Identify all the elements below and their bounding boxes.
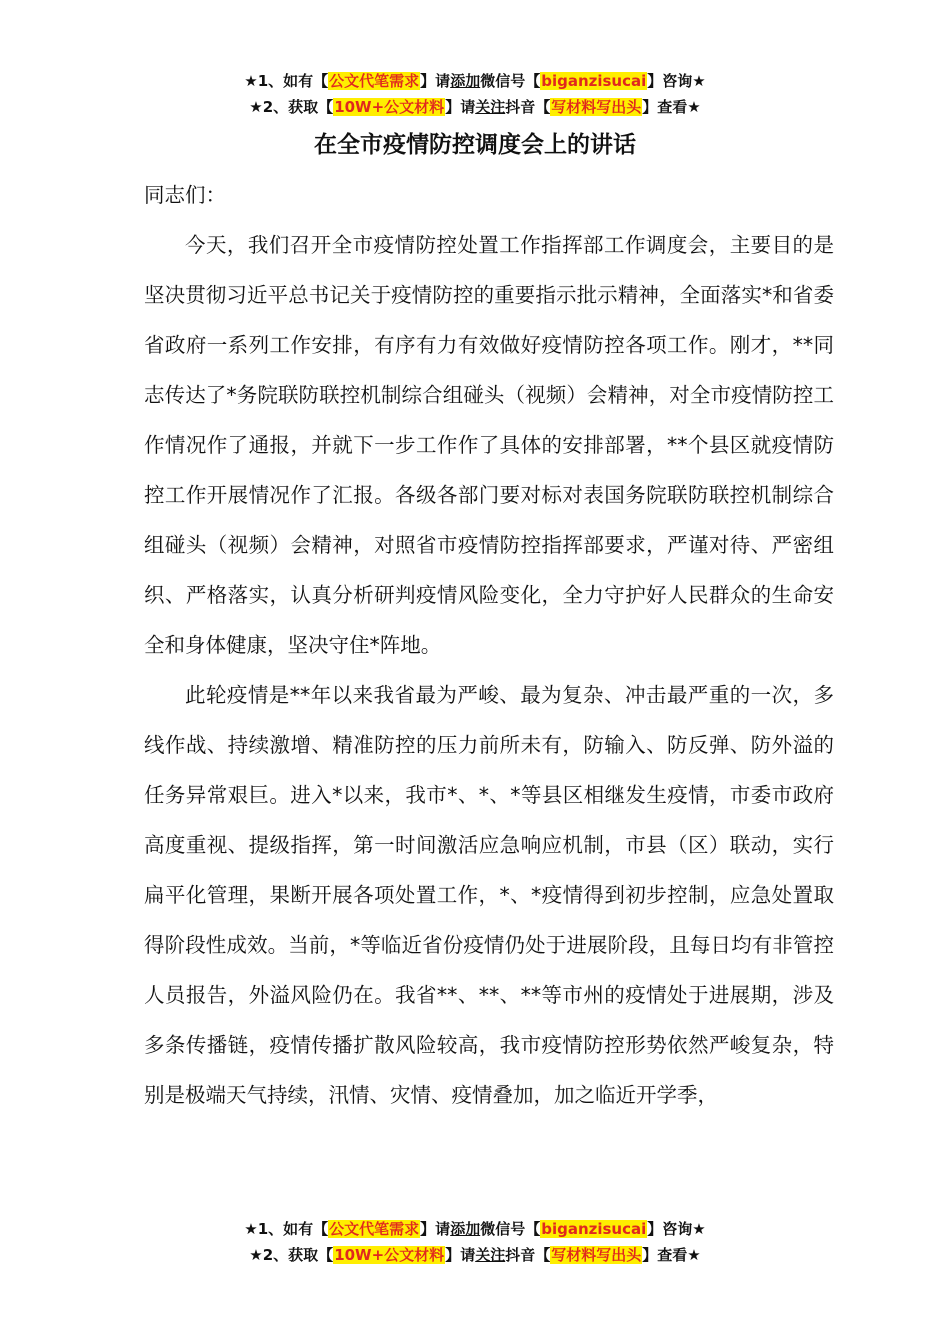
banner-text: 】咨询★ xyxy=(647,1220,706,1238)
banner-text: 】咨询★ xyxy=(647,72,706,90)
banner-highlight: 10W+公文材料 xyxy=(334,1246,445,1264)
banner-underlined-text: 关注 xyxy=(475,98,506,116)
banner-highlight: 写材料写出头 xyxy=(551,1246,642,1264)
banner-highlight: biganzisucai xyxy=(541,1220,647,1238)
banner-text: 】查看★ xyxy=(642,1246,701,1264)
banner-highlight: 公文代笔需求 xyxy=(329,72,420,90)
header-banner xyxy=(0,68,950,120)
banner-highlight: biganzisucai xyxy=(541,72,647,90)
banner-text: ★2、获取【 xyxy=(249,98,334,116)
footer-banner-line-2 xyxy=(0,1242,950,1268)
banner-text: ★2、获取【 xyxy=(249,1246,334,1264)
banner-text: 】请 xyxy=(445,98,476,116)
banner-text: ★1、如有【 xyxy=(244,72,329,90)
banner-text: 微信号【 xyxy=(480,72,541,90)
header-banner-line-1 xyxy=(0,68,950,94)
banner-underlined-text: 添加 xyxy=(450,72,481,90)
banner-text: 】请 xyxy=(420,72,451,90)
banner-text: 抖音【 xyxy=(505,1246,551,1264)
body-paragraph: 今天，我们召开全市疫情防控处置工作指挥部工作调度会，主要目的是坚决贯彻习近平总书记关于疫情防控的重要指示批示精神，全面落实*和省委省政府一系列工作安排，有序有力有效做好疫情防控各项工作。刚才，**同志传达了*务院联防联控机制综合组碰头（视频）会精神，对全市疫情防控工作情况作了通报，并就下一步工作作了具体的安排部署，**个县区就疫情防控工作开展情况作了汇报。各级各部门要对标对表国务院联防联控机制综合组碰头（视频）会精神，对照省市疫情防控指挥部要求，严谨对待、严密组织、严格落实，认真分析研判疫情风险变化，全力守护好人民群众的生命安全和身体健康，坚决守住*阵地。 xyxy=(144,233,834,657)
salutation: 同志们： xyxy=(144,183,226,207)
footer-banner xyxy=(0,1216,950,1268)
document-title: 在全市疫情防控调度会上的讲话 xyxy=(314,132,636,158)
header-banner-line-2 xyxy=(0,94,950,120)
body-paragraph: 此轮疫情是**年以来我省最为严峻、最为复杂、冲击最严重的一次，多线作战、持续激增、精准防控的压力前所未有，防输入、防反弹、防外溢的任务异常艰巨。进入*以来，我市*、*、*等县区相继发生疫情，市委市政府高度重视、提级指挥，第一时间激活应急响应机制，市县（区）联动，实行扁平化管理，果断开展各项处置工作，*、*疫情得到初步控制，应急处置取得阶段性成效。当前，*等临近省份疫情仍处于进展阶段，且每日均有非管控人员报告，外溢风险仍在。我省**、**、**等市州的疫情处于进展期，涉及多条传播链，疫情传播扩散风险较高，我市疫情防控形势依然严峻复杂，特别是极端天气持续，汛情、灾情、疫情叠加，加之临近开学季， xyxy=(144,683,834,1107)
banner-text: 】查看★ xyxy=(642,98,701,116)
banner-text: 微信号【 xyxy=(480,1220,541,1238)
banner-text: ★1、如有【 xyxy=(244,1220,329,1238)
banner-underlined-text: 添加 xyxy=(450,1220,481,1238)
document-body xyxy=(144,220,834,1120)
banner-highlight: 10W+公文材料 xyxy=(334,98,445,116)
footer-banner-line-1 xyxy=(0,1216,950,1242)
banner-text: 抖音【 xyxy=(505,98,551,116)
banner-text: 】请 xyxy=(445,1246,476,1264)
banner-highlight: 写材料写出头 xyxy=(551,98,642,116)
banner-text: 】请 xyxy=(420,1220,451,1238)
banner-highlight: 公文代笔需求 xyxy=(329,1220,420,1238)
banner-underlined-text: 关注 xyxy=(475,1246,506,1264)
